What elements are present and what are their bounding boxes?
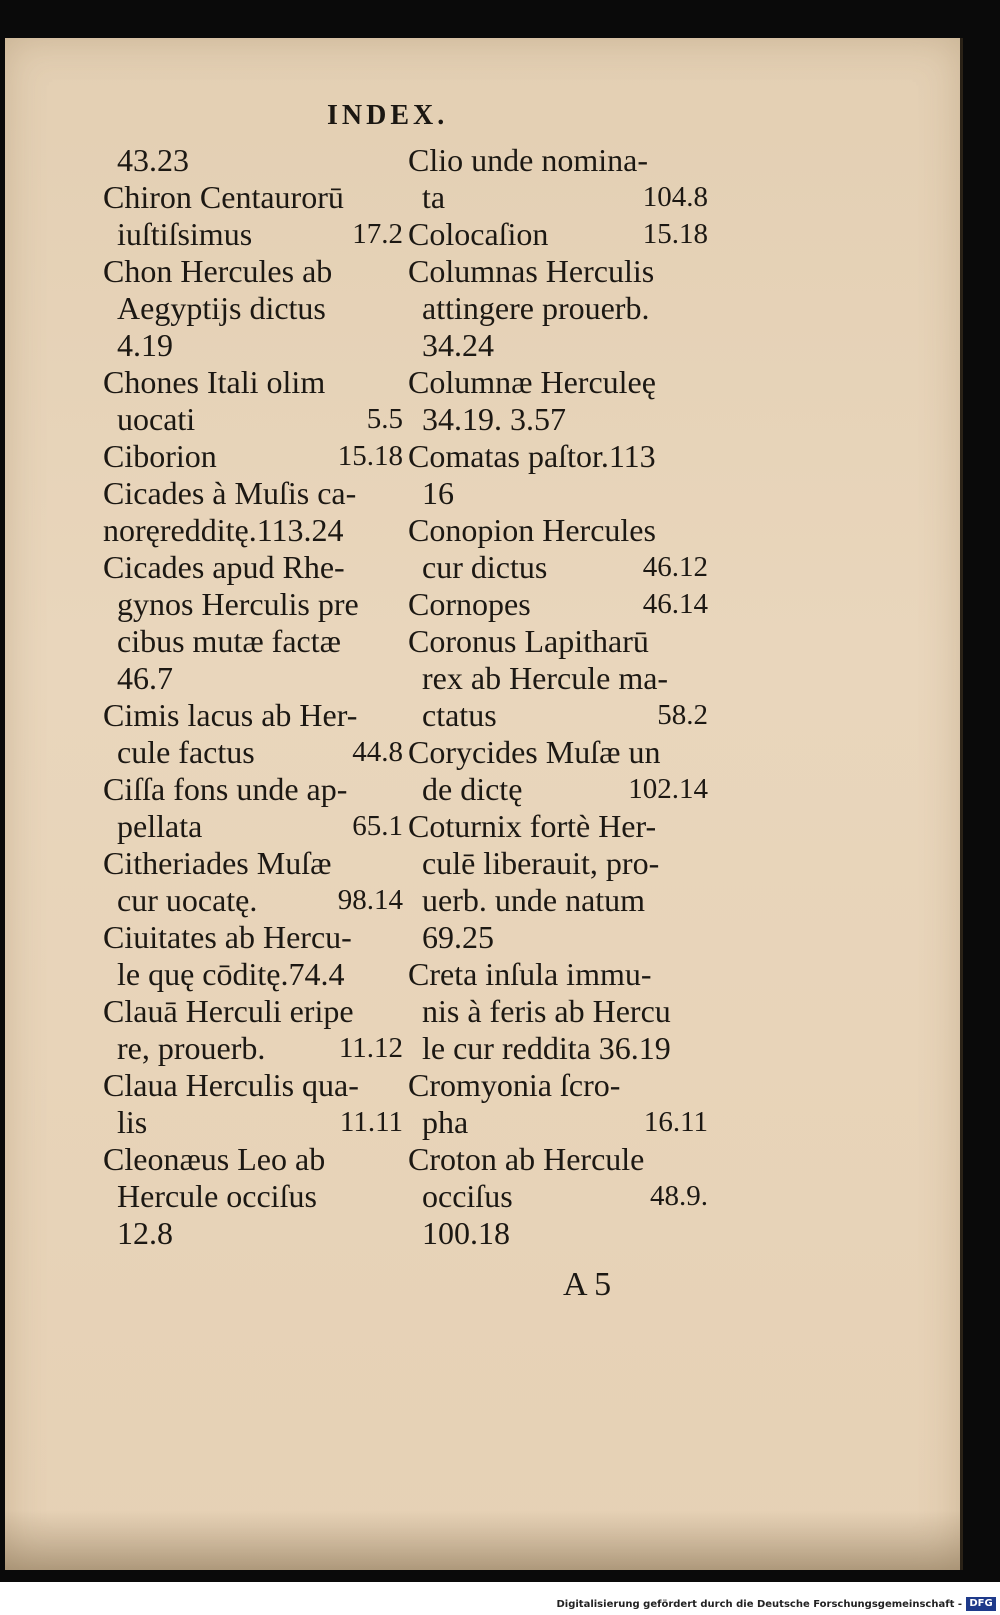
- index-entry-line: [103, 808, 403, 845]
- index-entry-text: Cicades apud Rhe-: [103, 549, 345, 585]
- index-entry-text: cule factus: [117, 734, 255, 770]
- index-entry-text: 34.19. 3.57: [422, 401, 566, 437]
- index-entry-text: 69.25: [422, 919, 494, 955]
- index-entry-line: [103, 1104, 403, 1141]
- index-entry-line: [103, 993, 403, 1030]
- index-entry-line: [103, 401, 403, 438]
- index-entry-line: [103, 142, 403, 179]
- index-entry-line: [103, 734, 403, 771]
- index-entry-line: [408, 253, 708, 290]
- index-entry-line: [103, 1067, 403, 1104]
- index-entry-reference: 44.8: [352, 736, 403, 768]
- index-entry-line: [408, 216, 708, 253]
- index-entry-text: Ciuitates ab Hercu-: [103, 919, 352, 955]
- index-entry-line: [103, 1215, 403, 1252]
- index-entry-line: [103, 845, 403, 882]
- index-entry-line: [103, 438, 403, 475]
- index-entry-text: occiſus: [422, 1178, 513, 1214]
- index-entry-line: [103, 1030, 403, 1067]
- index-entry-line: [103, 1141, 403, 1178]
- index-entry-line: [408, 1141, 708, 1178]
- index-entry-text: Cimis lacus ab Her-: [103, 697, 358, 733]
- index-entry-reference: 11.11: [339, 1106, 403, 1138]
- footer-credit: Digitalisierung gefördert durch die Deutsche Forschungsgemeinschaft -: [556, 1599, 962, 1610]
- index-entry-text: Coronus Lapitharū: [408, 623, 649, 659]
- index-entry-line: [103, 697, 403, 734]
- index-entry-text: Clio unde nomina-: [408, 142, 648, 178]
- index-entry-text: 43.23: [117, 142, 189, 178]
- index-column-left: [103, 142, 403, 1252]
- index-entry-reference: 58.2: [657, 699, 708, 731]
- index-entry-line: [408, 993, 708, 1030]
- index-entry-text: Conopion Hercules: [408, 512, 656, 548]
- index-entry-line: [103, 586, 403, 623]
- index-entry-text: ctatus: [422, 697, 497, 733]
- index-entry-text: noręredditę.113.24: [103, 512, 344, 548]
- index-entry-line: [408, 771, 708, 808]
- index-entry-line: [103, 327, 403, 364]
- index-entry-line: [103, 364, 403, 401]
- index-entry-text: Columnas Herculis: [408, 253, 655, 289]
- index-entry-text: le quę cōditę.74.4: [117, 956, 345, 992]
- index-entry-line: [408, 475, 708, 512]
- index-entry-line: [103, 771, 403, 808]
- index-entry-text: pha: [422, 1104, 469, 1140]
- index-entry-line: [408, 1030, 708, 1067]
- index-entry-text: culē liberauit, pro-: [422, 845, 660, 881]
- index-entry-text: Ciſſa fons unde ap-: [103, 771, 348, 807]
- index-entry-text: Citheriades Muſæ: [103, 845, 332, 881]
- index-entry-line: [103, 475, 403, 512]
- index-entry-reference: 98.14: [337, 884, 403, 916]
- index-entry-text: Cleonæus Leo ab: [103, 1141, 326, 1177]
- index-entry-line: [103, 290, 403, 327]
- index-entry-line: [408, 549, 708, 586]
- index-entry-line: [408, 845, 708, 882]
- index-entry-line: [408, 734, 708, 771]
- index-entry-text: Cromyonia ſcro-: [408, 1067, 621, 1103]
- index-entry-line: [408, 290, 708, 327]
- index-entry-text: Claua Herculis qua-: [103, 1067, 359, 1103]
- index-entry-line: [408, 1215, 708, 1252]
- index-entry-line: [408, 882, 708, 919]
- index-entry-line: [103, 919, 403, 956]
- index-entry-reference: 17.2: [352, 218, 403, 250]
- index-entry-reference: 16.11: [643, 1106, 708, 1138]
- index-entry-line: [408, 179, 708, 216]
- index-entry-line: [103, 253, 403, 290]
- index-entry-text: Comatas paſtor.113: [408, 438, 656, 474]
- index-entry-text: 16: [422, 475, 454, 511]
- index-entry-line: [408, 1067, 708, 1104]
- index-entry-line: [408, 327, 708, 364]
- index-entry-text: iuſtiſsimus: [117, 216, 253, 252]
- index-entry-text: Ciborion: [103, 438, 217, 474]
- index-entry-text: Chiron Centaurorū: [103, 179, 344, 215]
- index-entry-text: uerb. unde natum: [422, 882, 646, 918]
- index-entry-text: Clauā Herculi eripe: [103, 993, 354, 1029]
- index-entry-text: Aegyptijs dictus: [117, 290, 326, 326]
- index-entry-line: [103, 660, 403, 697]
- index-column-right: [408, 142, 708, 1252]
- index-entry-line: [408, 956, 708, 993]
- index-entry-reference: 11.12: [338, 1032, 403, 1064]
- index-entry-line: [408, 142, 708, 179]
- dfg-logo: DFG: [966, 1597, 996, 1611]
- book-page: [5, 38, 963, 1570]
- index-entry-text: ta: [422, 179, 446, 215]
- index-entry-text: 4.19: [117, 327, 173, 363]
- index-entry-text: 100.18: [422, 1215, 510, 1251]
- index-entry-text: gynos Herculis pre: [117, 586, 359, 622]
- index-entry-text: rex ab Hercule ma-: [422, 660, 669, 696]
- index-entry-text: Cornopes: [408, 586, 531, 622]
- index-entry-reference: 104.8: [642, 181, 708, 213]
- index-entry-text: cur uocatę.: [117, 882, 258, 918]
- index-entry-line: [103, 882, 403, 919]
- index-entry-text: Coturnix fortè Her-: [408, 808, 657, 844]
- index-entry-line: [408, 364, 708, 401]
- index-entry-text: le cur reddita 36.19: [422, 1030, 671, 1066]
- signature-mark: A 5: [563, 1266, 612, 1303]
- index-entry-line: [103, 179, 403, 216]
- index-entry-line: [103, 512, 403, 549]
- index-entry-text: nis à feris ab Hercu: [422, 993, 671, 1029]
- index-entry-text: Hercule occiſus: [117, 1178, 317, 1214]
- index-entry-reference: 46.14: [642, 588, 708, 620]
- index-entry-text: Chon Hercules ab: [103, 253, 333, 289]
- index-entry-text: pellata: [117, 808, 203, 844]
- index-entry-reference: 48.9.: [650, 1180, 708, 1212]
- index-entry-reference: 46.12: [642, 551, 708, 583]
- index-entry-text: Croton ab Hercule: [408, 1141, 645, 1177]
- index-entry-text: cur dictus: [422, 549, 548, 585]
- index-entry-line: [408, 512, 708, 549]
- index-entry-text: Creta inſula immu-: [408, 956, 652, 992]
- index-entry-line: [103, 549, 403, 586]
- index-entry-line: [408, 919, 708, 956]
- index-entry-reference: 15.18: [337, 440, 403, 472]
- index-entry-reference: 15.18: [642, 218, 708, 250]
- index-entry-text: Chones Itali olim: [103, 364, 326, 400]
- index-entry-text: de dictę: [422, 771, 523, 807]
- index-entry-text: Columnæ Herculeę: [408, 364, 656, 400]
- index-entry-line: [408, 808, 708, 845]
- running-head: INDEX.: [327, 100, 449, 131]
- index-entry-text: attingere prouerb.: [422, 290, 650, 326]
- index-entry-line: [103, 956, 403, 993]
- index-entry-reference: 102.14: [628, 773, 708, 805]
- index-entry-reference: 65.1: [352, 810, 403, 842]
- index-entry-line: [408, 438, 708, 475]
- index-entry-text: Colocaſion: [408, 216, 549, 252]
- index-entry-text: lis: [117, 1104, 148, 1140]
- index-entry-line: [103, 1178, 403, 1215]
- index-entry-line: [408, 586, 708, 623]
- index-entry-line: [103, 216, 403, 253]
- index-entry-line: [408, 1104, 708, 1141]
- index-entry-line: [408, 401, 708, 438]
- index-entry-text: re, prouerb.: [117, 1030, 266, 1066]
- index-entry-text: Cicades à Muſis ca-: [103, 475, 357, 511]
- index-entry-reference: 5.5: [366, 403, 403, 435]
- index-entry-text: Corycides Muſæ un: [408, 734, 661, 770]
- index-entry-text: cibus mutæ factæ: [117, 623, 341, 659]
- index-entry-text: 34.24: [422, 327, 494, 363]
- index-entry-line: [408, 697, 708, 734]
- index-entry-line: [408, 1178, 708, 1215]
- index-entry-line: [408, 660, 708, 697]
- index-entry-text: 12.8: [117, 1215, 173, 1251]
- index-entry-text: uocati: [117, 401, 196, 437]
- index-entry-text: 46.7: [117, 660, 173, 696]
- index-entry-line: [408, 623, 708, 660]
- index-entry-line: [103, 623, 403, 660]
